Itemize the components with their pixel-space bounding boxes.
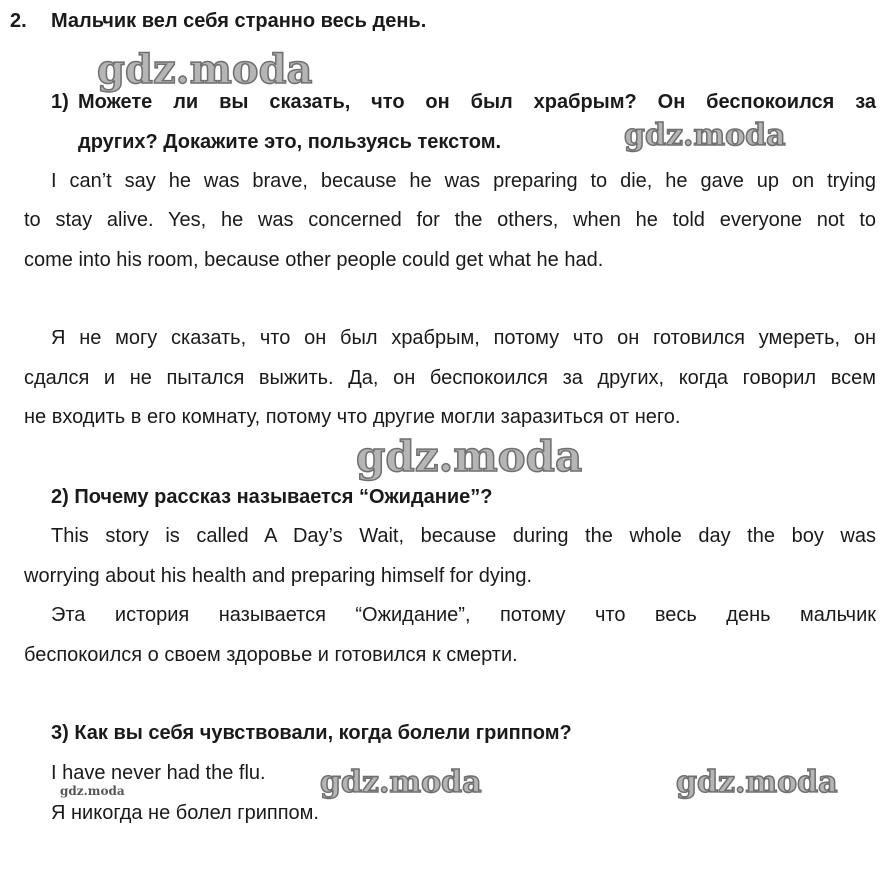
q1-en-line: I can’t say he was brave, because he was preparing to die, he gave up on trying xyxy=(51,170,876,192)
q3-question: 3) Как вы себя чувствовали, когда болели гриппом? xyxy=(51,722,572,744)
watermark: gdz.moda xyxy=(624,118,786,153)
q3-en: I have never had the flu. xyxy=(51,762,266,784)
q2-en-line: worrying about his health and preparing himself for dying. xyxy=(24,565,533,587)
q1-ru-line: сдался и не пытался выжить. Да, он беспокоился за других, когда говорил всем xyxy=(24,367,876,389)
q1-ru-line: не входить в его комнату, потому что другие могли заразиться от него. xyxy=(24,406,681,428)
q2-en-line: This story is called A Day’s Wait, because during the whole day the boy was xyxy=(51,525,876,547)
q1-en-line: to stay alive. Yes, he was concerned for the others, when he told everyone not to xyxy=(24,209,876,231)
q1-question-line1: Можете ли вы сказать, что он был храбрым? Он беспокоился за xyxy=(78,91,876,113)
q1-label: 1) xyxy=(51,91,69,113)
watermark: gdz.moda xyxy=(320,765,482,800)
q2-question: 2) Почему рассказ называется “Ожидание”? xyxy=(51,486,493,508)
q1-en-line: come into his room, because other people could get what he had. xyxy=(24,249,604,271)
watermark-small: gdz.moda xyxy=(60,784,125,798)
q1-ru-line: Я не могу сказать, что он был храбрым, потому что он готовился умереть, он xyxy=(51,327,876,349)
section-title: Мальчик вел себя странно весь день. xyxy=(51,10,427,32)
watermark: gdz.moda xyxy=(97,46,313,93)
q2-ru-line: беспокоился о своем здоровье и готовился к смерти. xyxy=(24,644,518,666)
q2-ru-line: Эта история называется “Ожидание”, потому что весь день мальчик xyxy=(51,604,876,626)
watermark: gdz.moda xyxy=(356,432,583,481)
watermark: gdz.moda xyxy=(676,765,838,800)
q1-question-line2: других? Докажите это, пользуясь текстом. xyxy=(78,131,502,153)
section-number: 2. xyxy=(10,10,27,32)
q3-ru: Я никогда не болел гриппом. xyxy=(51,802,319,824)
